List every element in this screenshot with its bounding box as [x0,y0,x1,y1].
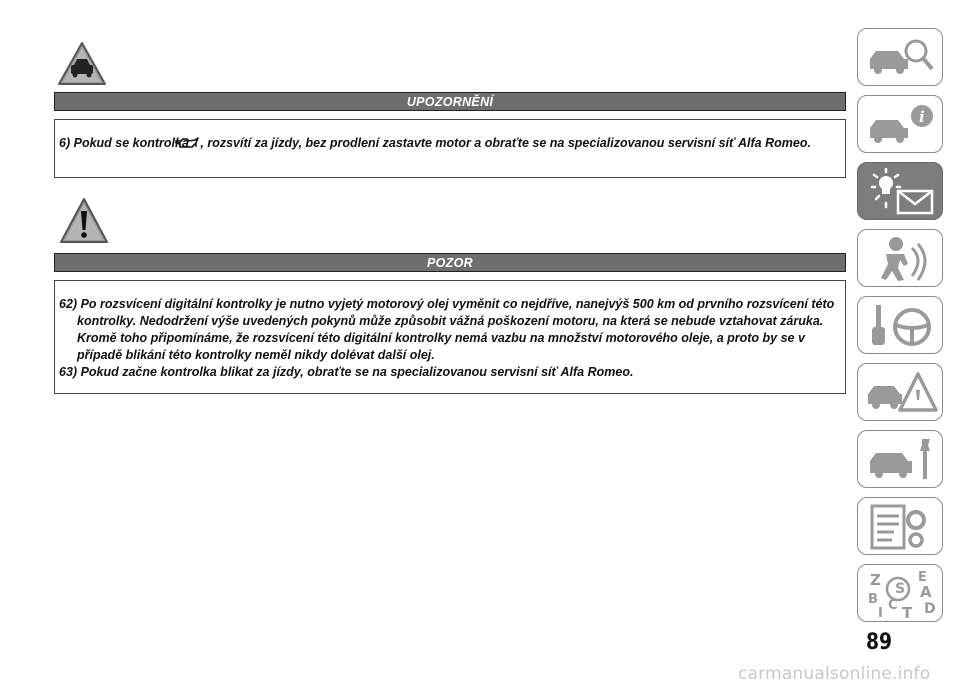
exclamation-icon [58,196,110,251]
note-number: 62) [59,297,78,311]
road-hazard-icon [56,40,108,93]
note-text: Pokud začne kontrolka blikat za jízdy, obraťte se na specializovanou servisní síť Alfa Romeo. [80,365,634,379]
tab-safety[interactable] [857,229,943,287]
oil-can-icon [193,137,199,154]
tab-maintenance[interactable] [857,430,943,488]
svg-text:A: A [920,583,932,601]
note-box-pozor [54,280,846,394]
key-steering-wheel-icon [864,301,938,351]
svg-text:B: B [868,592,878,607]
note-number: 6) [59,136,71,150]
warning-light-message-icon [864,167,938,217]
car-search-icon [864,33,938,83]
tab-warning-lights[interactable] [857,162,943,220]
tab-starting-driving[interactable] [857,296,943,354]
tab-information[interactable] [857,95,943,153]
alphabet-index-icon [864,569,938,619]
note-text: Pokud se kontrolka [73,136,189,150]
svg-text:T: T [902,604,913,619]
svg-text:I: I [878,606,883,619]
svg-text:Z: Z [870,571,881,589]
section-header-upozorneni: UPOZORNĚNÍ [54,92,846,111]
airbag-passenger-icon [864,234,938,284]
tab-technical-data[interactable] [857,497,943,555]
svg-text:i: i [919,108,925,126]
note-text-cont: , rozsvítí za jízdy, bez prodlení zastavte motor a obraťte se na specializovanou servisní síť Alfa Romeo. [200,136,811,150]
note-number: 63) [59,365,78,379]
car-wrench-icon [864,435,938,485]
document-gear-icon [864,502,938,552]
note-62 [59,296,835,364]
car-info-icon [864,100,938,150]
note-63 [59,364,835,381]
tab-dashboard[interactable] [857,28,943,86]
svg-text:E: E [918,570,927,585]
car-emergency-triangle-icon [864,368,938,418]
note-text: Po rozsvícení digitální kontrolky je nutno vyjetý motorový olej vyměnit co nejdříve, nanejvýš 500 km od prvního rozsvícení této kontrolky. Nedodržení výše uvedených pokynů může způsobit vážná poškození motoru, na která se nebude vztahovat záruka. Kromě toho připomínáme, že rozsvícení této digitální kontrolky nemá vazbu na množství motorového oleje, a proto by se v případě blikání této kontrolky neměl nikdy dolévat další olej. [77,297,835,362]
tab-index[interactable] [857,564,943,622]
svg-text:S: S [895,581,906,597]
watermark: carmanualsonline.info [738,664,931,684]
note-6 [59,135,835,154]
tab-emergency[interactable] [857,363,943,421]
section-header-pozor: POZOR [54,253,846,272]
note-box-6 [54,119,846,178]
svg-text:D: D [924,601,936,617]
svg-text:C: C [888,598,898,613]
page-number: 89 [866,630,893,655]
